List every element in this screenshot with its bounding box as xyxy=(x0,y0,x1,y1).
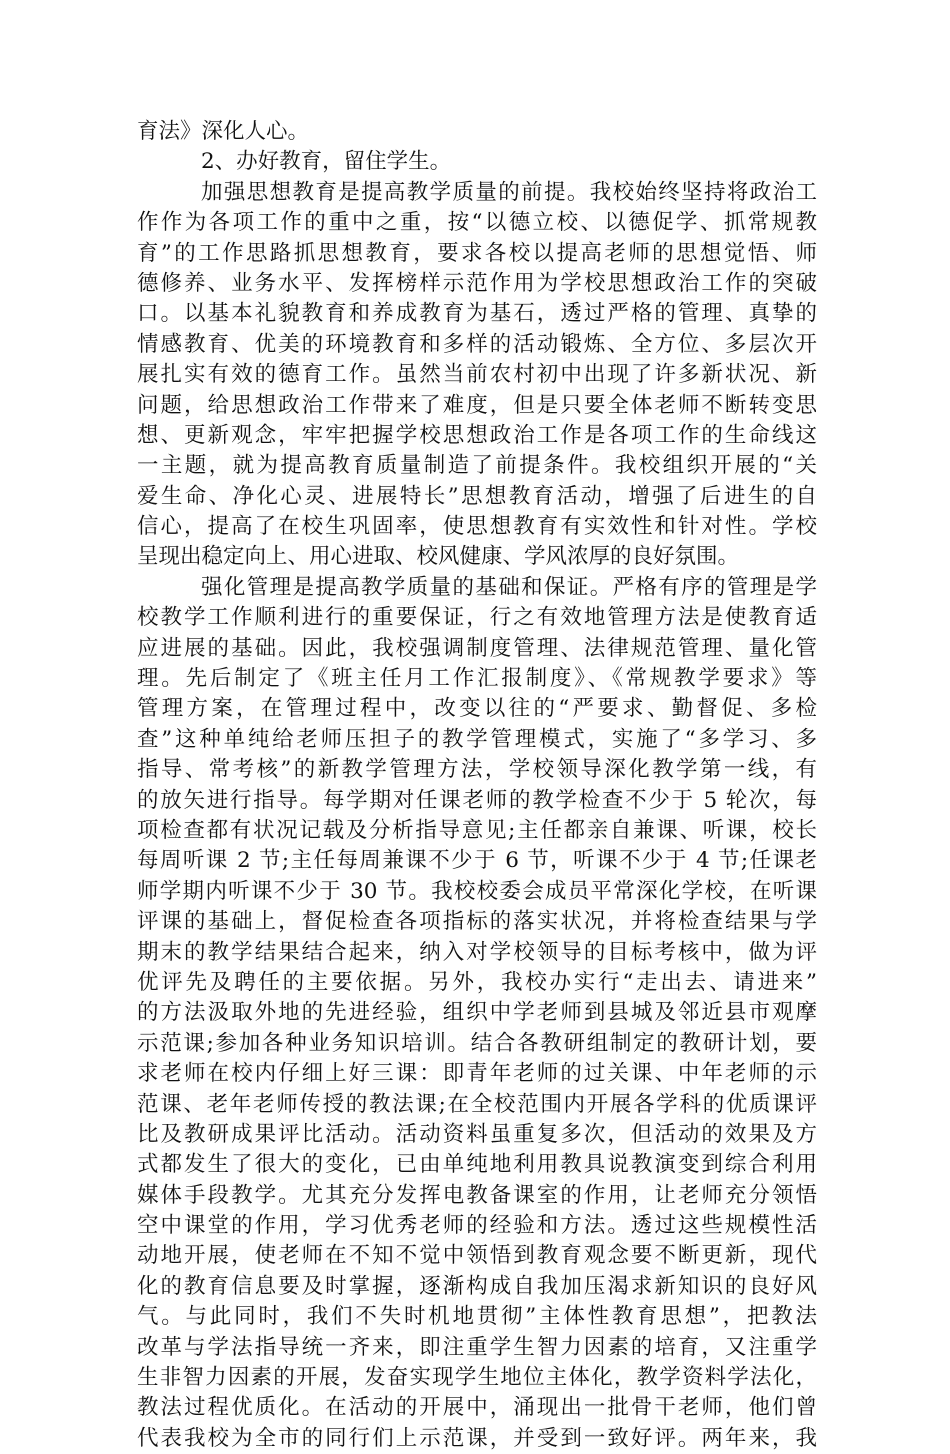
text-line: 代表我校为全市的同行们上示范课，并受到一致好评。两年来，我 xyxy=(137,1425,817,1451)
text-line: 的方法汲取外地的先进经验，组织中学老师到县城及邻近县市观摩 xyxy=(137,1000,817,1026)
text-line: 空中课堂的作用，学习优秀老师的经验和方法。透过这些规模性活 xyxy=(137,1213,817,1239)
text-line: 气。与此同时，我们不失时机地贯彻”主体性教育思想”，把教法 xyxy=(137,1304,817,1330)
text-line: 管理方案，在管理过程中，改变以往的“严要求、勤督促、多检 xyxy=(137,696,817,722)
paragraph-first-line: 加强思想教育是提高教学质量的前提。我校始终坚持将政治工 xyxy=(201,179,817,205)
text-line: 评课的基础上，督促检查各项指标的落实状况，并将检查结果与学 xyxy=(137,909,817,935)
text-line: 求老师在校内仔细上好三课：即青年老师的过关课、中年老师的示 xyxy=(137,1061,817,1087)
document-body xyxy=(137,117,817,1454)
text-line: 媒体手段教学。尤其充分发挥电教备课室的作用，让老师充分领悟 xyxy=(137,1182,817,1208)
text-line: 指导、常考核”的新教学管理方法，学校领导深化教学第一线，有 xyxy=(137,757,817,783)
paragraph-first-line: 强化管理是提高教学质量的基础和保证。严格有序的管理是学 xyxy=(201,574,817,600)
text-line: 育”的工作思路抓思想教育，要求各校以提高老师的思想觉悟、师 xyxy=(137,240,817,266)
text-line: 项检查都有状况记载及分析指导意见;主任都亲自兼课、听课，校长 xyxy=(137,817,817,843)
text-line: 比及教研成果评比活动。活动资料虽重复多次，但活动的效果及方 xyxy=(137,1121,817,1147)
text-line: 教法过程优质化。在活动的开展中，涌现出一批骨干老师，他们曾 xyxy=(137,1395,817,1421)
section-heading: 2、办好教育，留住学生。 xyxy=(201,149,452,175)
text-line: 信心，提高了在校生巩固率，使思想教育有实效性和针对性。学校 xyxy=(137,514,817,540)
text-line: 动地开展，使老师在不知不觉中领悟到教育观念要不断更新，现代 xyxy=(137,1243,817,1269)
text-line: 查”这种单纯给老师压担子的教学管理模式，实施了“多学习、多 xyxy=(137,726,817,752)
text-line: 优评先及聘任的主要依据。另外，我校办实行“走出去、请进来” xyxy=(137,969,817,995)
text-line: 德修养、业务水平、发挥榜样示范作用为学校思想政治工作的突破 xyxy=(137,270,817,296)
text-line: 示范课;参加各种业务知识培训。结合各教研组制定的教研计划，要 xyxy=(137,1030,817,1056)
text-line: 一主题，就为提高教育质量制造了前提条件。我校组织开展的“关 xyxy=(137,453,817,479)
text-line: 展扎实有效的德育工作。虽然当前农村初中出现了许多新状况、新 xyxy=(137,362,817,388)
text-line: 作作为各项工作的重中之重，按“以德立校、以德促学、抓常规教 xyxy=(137,210,817,236)
text-line: 期末的教学结果结合起来，纳入对学校领导的目标考核中，做为评 xyxy=(137,939,817,965)
text-line: 每周听课 2 节;主任每周兼课不少于 6 节，听课不少于 4 节;任课老 xyxy=(137,848,817,874)
text-line: 的放矢进行指导。每学期对任课老师的教学检查不少于 5 轮次，每 xyxy=(137,787,817,813)
text-line: 式都发生了很大的变化，已由单纯地利用教具说教演变到综合利用 xyxy=(137,1152,817,1178)
text-line: 校教学工作顺利进行的重要保证，行之有效地管理方法是使教育适 xyxy=(137,605,817,631)
text-line: 应进展的基础。因此，我校强调制度管理、法律规范管理、量化管 xyxy=(137,635,817,661)
text-line: 生非智力因素的开展，发奋实现学生地位主体化，教学资料学法化， xyxy=(137,1365,817,1391)
text-line: 爱生命、净化心灵、进展特长”思想教育活动，增强了后进生的自 xyxy=(137,483,817,509)
text-line: 问题，给思想政治工作带来了难度，但是只要全体老师不断转变思 xyxy=(137,392,817,418)
text-line: 理。先后制定了《班主任月工作汇报制度》、《常规教学要求》等 xyxy=(137,666,817,692)
paragraph-last-line: 呈现出稳定向上、用心进取、校风健康、学风浓厚的良好氛围。 xyxy=(137,544,740,570)
text-line: 情感教育、优美的环境教育和多样的活动锻炼、全方位、多层次开 xyxy=(137,331,817,357)
text-line: 师学期内听课不少于 30 节。我校校委会成员平常深化学校，在听课 xyxy=(137,878,817,904)
text-line: 育法》深化人心。 xyxy=(137,119,310,144)
text-line: 改革与学法指导统一齐来，即注重学生智力因素的培育，又注重学 xyxy=(137,1334,817,1360)
text-line: 想、更新观念，牢牢把握学校思想政治工作是各项工作的生命线这 xyxy=(137,422,817,448)
text-line: 口。以基本礼貌教育和养成教育为基石，透过严格的管理、真挚的 xyxy=(137,301,817,327)
text-line: 范课、老年老师传授的教法课;在全校范围内开展各学科的优质课评 xyxy=(137,1091,817,1117)
text-line: 化的教育信息要及时掌握，逐渐构成自我加压渴求新知识的良好风 xyxy=(137,1273,817,1299)
